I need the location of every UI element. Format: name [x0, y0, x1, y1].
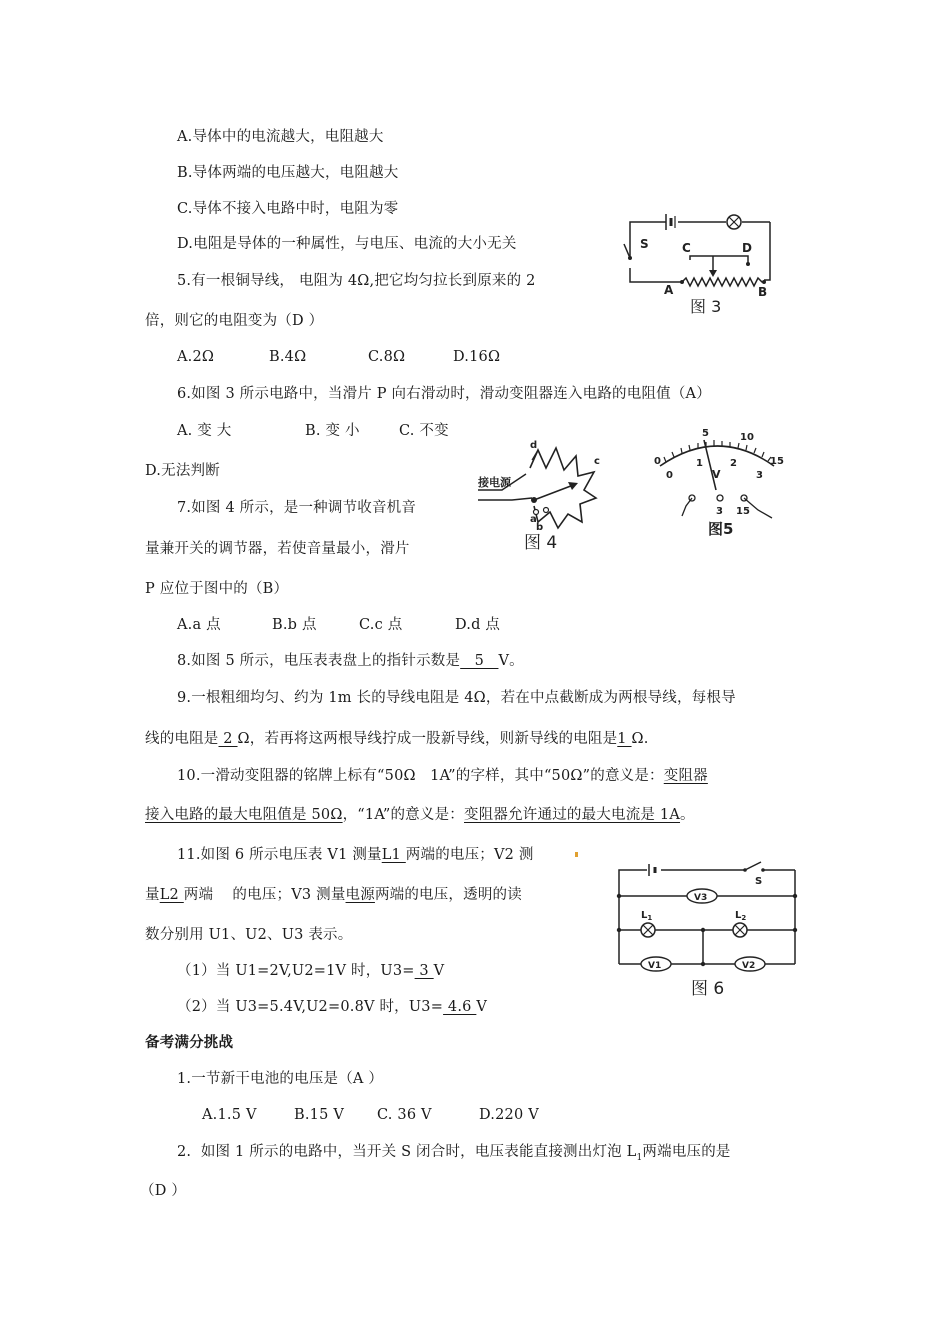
fig5-bottom-tick-3: 3	[756, 470, 763, 481]
q11-answer-2: L2	[159, 887, 184, 903]
q11-line-3: 数分别用 U1、U2、U3 表示。	[145, 927, 353, 943]
q7-line-3: P 应位于图中的（B）	[145, 581, 289, 597]
fig3-caption: 图 3	[690, 297, 722, 316]
q8-line	[177, 651, 524, 671]
fig4-caption: 图 4	[524, 533, 558, 553]
q11-sub1-text: （1）当 U1=2V,U2=1V 时，U3=	[177, 963, 415, 979]
fig6-label-v1: V1	[648, 961, 662, 971]
q11-sub2-unit: V	[476, 999, 488, 1015]
q5-line-2: 倍，则它的电阻变为（D ）	[145, 313, 324, 329]
q11-answer-1: L1	[381, 847, 406, 863]
fig3-label-d: D	[742, 241, 752, 255]
fig6-label-v2: V2	[742, 961, 756, 971]
q11-text-b: 两端的电压；V2 测	[405, 847, 534, 863]
pointer-needle	[704, 440, 716, 490]
q7-option-a: A.a 点	[177, 617, 221, 633]
fig5-top-tick-0: 0	[654, 456, 661, 467]
figure-6	[605, 856, 805, 1002]
q7-option-b: B.b 点	[272, 617, 317, 633]
q11-answer-3: 电源	[345, 887, 375, 903]
q10-answer-2: 变阻器允许通过的最大电流是 1A	[464, 807, 681, 823]
q6-option-c: C. 不变	[399, 423, 449, 439]
fig6-caption: 图 6	[691, 979, 725, 999]
switch-icon	[624, 244, 630, 258]
q9-answer-1: 2	[218, 731, 238, 747]
c2-text-a: 2. 如图 1 所示的电路中，当开关 S 闭合时，电压表能直接测出灯泡 L	[177, 1144, 637, 1160]
fig6-label-l2-sub: 2	[741, 914, 747, 922]
fig5-bottom-tick-2: 2	[730, 458, 737, 469]
q11-text-c: 量	[145, 887, 160, 903]
q10-text-a: 10.一滑动变阻器的铭牌上标有“50Ω 1A”的字样，其中“50Ω”的意义是：	[177, 768, 664, 784]
q6-line-1: 6.如图 3 所示电路中，当滑片 P 向右滑动时，滑动变阻器连入电路的电阻值（A）	[177, 386, 711, 402]
fig6-label-s: S	[755, 876, 763, 887]
c2-text-b: 两端电压的是	[642, 1144, 731, 1160]
q11-text-a: 11.如图 6 所示电压表 V1 测量	[177, 847, 382, 863]
fig4-label-d: d	[530, 440, 538, 451]
fig3-label-a: A	[664, 283, 674, 297]
q5-option-c: C.8Ω	[368, 349, 406, 365]
fig3-label-b: B	[758, 285, 768, 299]
q6-option-a: A. 变 大	[177, 423, 232, 439]
q10-answer-1a: 变阻器	[663, 768, 708, 784]
c2-line-2: （D ）	[140, 1183, 187, 1199]
q5-option-b: B.4Ω	[269, 349, 307, 365]
q4-option-d: D.电阻是导体的一种属性，与电压、电流的大小无关	[177, 236, 517, 252]
c1-option-b: B.15 V	[294, 1107, 344, 1123]
q6-option-d: D.无法判断	[145, 463, 220, 479]
q7-option-c: C.c 点	[359, 617, 403, 633]
q9-text-a: 线的电阻是	[145, 731, 219, 747]
fig5-terminal-3: 3	[716, 506, 723, 517]
q7-line-1: 7.如图 4 所示，是一种调节收音机音	[177, 500, 417, 516]
q10-text-c: 。	[680, 807, 695, 823]
q8-unit: V。	[498, 653, 524, 669]
c1-line-1: 1.一节新干电池的电压是（A ）	[177, 1071, 384, 1087]
q11-line-2	[145, 885, 522, 905]
q7-option-d: D.d 点	[455, 617, 501, 633]
q9-answer-2: 1	[617, 731, 632, 747]
fig5-unit: V	[712, 468, 721, 481]
fig5-bottom-tick-0: 0	[666, 470, 673, 481]
orange-mark	[575, 852, 578, 857]
fig6-switch-icon	[745, 862, 761, 870]
fig6-label-l1-sub: 1	[647, 914, 653, 922]
q11-text-d: 两端 的电压；V3 测量	[183, 887, 346, 903]
fig5-bottom-tick-1: 1	[696, 458, 703, 469]
q4-option-c: C.导体不接入电路中时，电阻为零	[177, 201, 399, 217]
dial-arc	[660, 446, 774, 466]
q6-option-b: B. 变 小	[305, 423, 360, 439]
q8-answer: 5	[460, 653, 499, 669]
resistor-arc-shape	[530, 448, 596, 528]
section-title: 备考满分挑战	[145, 1035, 234, 1051]
fig3-label-c: C	[682, 241, 691, 255]
fig6-label-l1: L	[641, 910, 648, 921]
q9-text-c: Ω.	[631, 731, 649, 747]
c1-option-d: D.220 V	[479, 1107, 539, 1123]
q7-line-2: 量兼开关的调节器，若使音量最小，滑片	[145, 541, 410, 557]
q9-line-1: 9.一根粗细均匀、约为 1m 长的导线电阻是 4Ω，若在中点截断成为两根导线，每根导	[177, 690, 736, 706]
c2-line-1	[177, 1142, 731, 1168]
fig3-label-s: S	[640, 237, 649, 251]
svg-text:L1	[641, 910, 652, 922]
slider-arrow-icon	[709, 270, 717, 277]
q5-option-a: A.2Ω	[177, 349, 215, 365]
fig4-label-b: b	[536, 522, 544, 533]
q11-text-e: 两端的电压，透明的读	[374, 887, 522, 903]
q11-line-1	[177, 845, 534, 865]
q4-option-a: A.导体中的电流越大，电阻越大	[177, 129, 384, 145]
fig5-top-tick-5: 5	[702, 428, 709, 439]
q10-text-b: ，“1A”的意义是：	[342, 807, 464, 823]
q11-sub2-answer: 4.6	[443, 999, 477, 1015]
figure-3	[618, 208, 788, 320]
q10-answer-1b: 接入电路的最大电阻值是 50Ω	[145, 807, 343, 823]
q10-line-1	[177, 766, 708, 786]
q11-sub2-text: （2）当 U3=5.4V,U2=0.8V 时，U3=	[177, 999, 444, 1015]
fig6-label-v3: V3	[694, 893, 708, 903]
q11-sub1-unit: V	[433, 963, 445, 979]
c1-option-c: C. 36 V	[377, 1107, 432, 1123]
q11-sub1-answer: 3	[414, 963, 434, 979]
fig5-top-tick-10: 10	[740, 432, 754, 443]
fig4-label-a: a	[530, 514, 537, 525]
q8-text: 8.如图 5 所示，电压表表盘上的指针示数是	[177, 653, 461, 669]
svg-text:L2	[735, 910, 746, 922]
q4-option-b: B.导体两端的电压越大，电阻越大	[177, 165, 399, 181]
q11-sub-1	[177, 961, 444, 981]
fig4-source-label: 接电源	[478, 476, 511, 489]
q5-line-1: 5.有一根铜导线， 电阻为 4Ω,把它均匀拉长到原来的 2	[177, 273, 536, 289]
c2-subscript: 1	[636, 1152, 643, 1163]
figure-4	[472, 430, 620, 558]
fig4-label-c: c	[594, 456, 600, 467]
fig5-terminal-15: 15	[736, 506, 750, 517]
q9-line-2	[145, 729, 649, 749]
q5-option-d: D.16Ω	[453, 349, 501, 365]
q11-sub-2	[177, 997, 487, 1017]
fig5-caption: 图5	[708, 520, 734, 538]
figure-5	[648, 426, 788, 542]
fig5-top-tick-15: 15	[770, 456, 784, 467]
q10-line-2	[145, 805, 695, 825]
q9-text-b: Ω，若再将这两根导线拧成一股新导线，则新导线的电阻是	[237, 731, 618, 747]
fig6-label-l2: L	[735, 910, 742, 921]
c1-option-a: A.1.5 V	[202, 1107, 257, 1123]
